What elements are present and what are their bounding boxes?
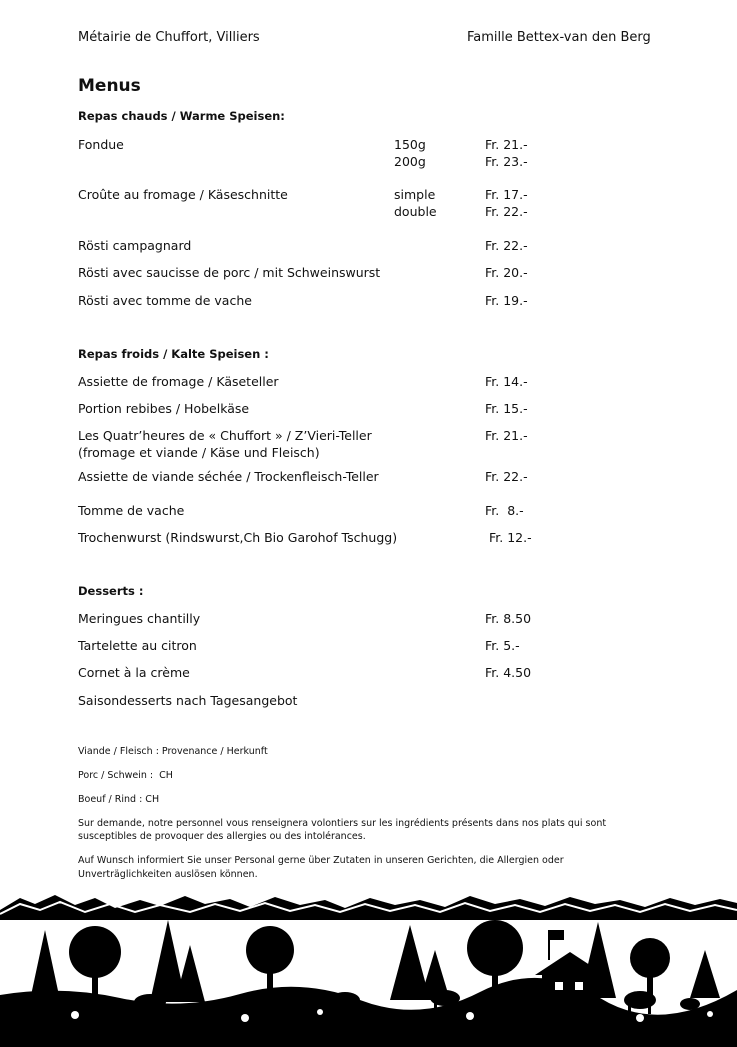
page-title: Menus [78,76,141,96]
menu-item-fondue: Fondue [78,137,124,152]
price-rebibes: Fr. 15.- [485,401,528,416]
price-meringues: Fr. 8.50 [485,611,532,626]
menu-item-croute: Croûte au fromage / Käseschnitte [78,187,288,202]
price-tomme-vache: Fr. 8.- [485,503,524,518]
family-name: Famille Bettex-van den Berg [467,30,651,45]
price-croute-simple: Fr. 17.- [485,187,528,202]
price-croute-double: Fr. 22.- [485,204,528,219]
note-boeuf: Boeuf / Rind : CH [78,794,160,805]
menu-item-meringues: Meringues chantilly [78,611,201,626]
menu-item-rebibes: Portion rebibes / Hobelkäse [78,401,250,416]
price-trochenwurst: Fr. 12.- [489,530,532,545]
menu-item-rosti-tomme: Rösti avec tomme de vache [78,293,252,308]
variant-croute-simple: simple [394,187,436,202]
price-tartelette: Fr. 5.- [485,638,520,653]
section-heading-desserts: Desserts : [78,584,144,598]
restaurant-name: Métairie de Chuffort, Villiers [78,30,260,45]
price-rosti-saucisse: Fr. 20.- [485,265,528,280]
price-cornet: Fr. 4.50 [485,665,532,680]
price-rosti-tomme: Fr. 19.- [485,293,528,308]
menu-item-quatrheures: Les Quatr’heures de « Chuffort » / Z’Vieri-Teller [78,428,372,443]
price-fondue-200: Fr. 23.- [485,154,528,169]
papercut-landscape-illustration [0,890,737,1047]
variant-croute-double: double [394,204,437,219]
menu-item-tartelette: Tartelette au citron [78,638,197,653]
menu-item-rosti-campagnard: Rösti campagnard [78,238,192,253]
note-allergy-de-line1: Auf Wunsch informiert Sie unser Personal gerne über Zutaten in unseren Gerichten, die Allergien oder [78,855,564,866]
menu-item-viande-sechee: Assiette de viande séchée / Trockenfleisch-Teller [78,469,379,484]
note-allergy-de-line2: Unverträglichkeiten auslösen können. [78,869,258,880]
note-allergy-fr-line1: Sur demande, notre personnel vous renseignera volontiers sur les ingrédients présents dans nos plats qui sont [78,818,607,829]
price-viande-sechee: Fr. 22.- [485,469,528,484]
menu-item-rosti-saucisse: Rösti avec saucisse de porc / mit Schweinswurst [78,265,381,280]
menu-item-quatrheures-sub: (fromage et viande / Käse und Fleisch) [78,445,320,460]
menu-item-cornet: Cornet à la crème [78,665,190,680]
price-fondue-150: Fr. 21.- [485,137,528,152]
menu-item-tomme-vache: Tomme de vache [78,503,185,518]
menu-item-trochenwurst: Trochenwurst (Rindswurst,Ch Bio Garohof Tschugg) [78,530,398,545]
section-heading-hot: Repas chauds / Warme Speisen: [78,109,285,123]
variant-fondue-200: 200g [394,154,426,169]
section-heading-cold: Repas froids / Kalte Speisen : [78,347,269,361]
note-provenance: Viande / Fleisch : Provenance / Herkunft [78,746,268,757]
menu-item-assiette-fromage: Assiette de fromage / Käseteller [78,374,279,389]
note-allergy-fr-line2: susceptibles de provoquer des allergies ou des intolérances. [78,831,366,842]
price-quatrheures: Fr. 21.- [485,428,528,443]
note-porc: Porc / Schwein : CH [78,770,173,781]
price-rosti-campagnard: Fr. 22.- [485,238,528,253]
price-assiette-fromage: Fr. 14.- [485,374,528,389]
variant-fondue-150: 150g [394,137,426,152]
menu-item-saisondesserts: Saisondesserts nach Tagesangebot [78,693,298,708]
